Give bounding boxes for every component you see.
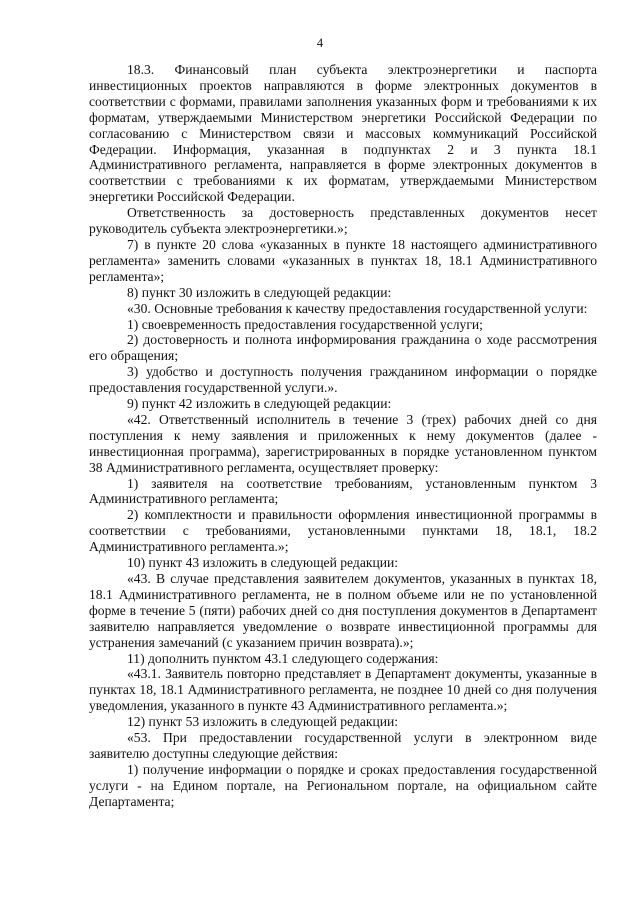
paragraph-responsibility: Ответственность за достоверность представленных документов несет руководитель субъекта электроэнергетики.»; (89, 205, 597, 237)
paragraph-53-sub-1: 1) получение информации о порядке и сроках предоставления государственной услуги - на Едином портале, на Региональном портале, на официальном сайте Департамента; (89, 761, 597, 809)
paragraph-42: «42. Ответственный исполнитель в течение 3 (трех) рабочих дней со дня поступления к нему заявления и приложенных к нему документов (далее - инвестиционная программа), зарегистрированных в порядке установленном пунктом 38 Административного регламента, осуществляет проверку: (89, 411, 597, 475)
paragraph-43-1: «43.1. Заявитель повторно представляет в Департамент документы, указанные в пунктах 18, 18.1 Административного регламента, не позднее 10 дней со дня получения уведомления, указанного в пункте 43 Административного регламента.»; (89, 666, 597, 714)
paragraph-item-8: 8) пункт 30 изложить в следующей редакции: (127, 284, 392, 300)
paragraph-53: «53. При предоставлении государственной услуги в электронном виде заявителю доступны следующие действия: (89, 730, 597, 761)
paragraph-item-9: 9) пункт 42 изложить в следующей редакции: (127, 396, 392, 412)
paragraph-42-sub-1: 1) заявителя на соответствие требованиям, установленным пунктом 3 Административного регламента; (89, 475, 597, 507)
paragraph-item-12: 12) пункт 53 изложить в следующей редакции: (127, 714, 399, 730)
paragraph-30-sub-3: 3) удобство и доступность получения гражданином информации о порядке предоставления государственной услуги.». (89, 364, 597, 396)
paragraph-43: «43. В случае представления заявителем документов, указанных в пунктах 18, 18.1 Административного регламента, не в полном объеме или не по установленной форме в течение 5 (пяти) рабочих дней со дня поступления документов в Департамент заявителю направляется уведомление о возврате инвестиционной программы для устранения замечаний (с указанием причин возврата).»; (89, 571, 597, 650)
paragraph-18-3: 18.3. Финансовый план субъекта электроэнергетики и паспорта инвестиционных проектов направляются в форме электронных документов в соответствии с формами, правилами заполнения указанных форм и требованиями к их форматам, утверждаемыми Министерством энергетики Российской Федерации по согласованию с Министерством связи и массовых коммуникаций Российской Федерации. Информация, указанная в подпунктах 2 и 3 пункта 18.1 Административного регламента, направляется в форме электронных документов в соответствии с требованиями к их форматам, утверждаемыми Министерством энергетики Российской Федерации. (89, 62, 597, 205)
paragraph-42-sub-2: 2) комплектности и правильности оформления инвестиционной программы в соответствии с требованиями, установленными пунктами 18, 18.1, 18.2 Административного регламента.»; (89, 507, 597, 555)
paragraph-30-sub-2: 2) достоверность и полнота информирования гражданина о ходе рассмотрения его обращения; (89, 332, 597, 364)
paragraph-30-sub-1: 1) своевременность предоставления государственной услуги; (127, 316, 483, 332)
paragraph-item-11: 11) дополнить пунктом 43.1 следующего содержания: (127, 650, 439, 666)
page-number: 4 (316, 36, 324, 50)
paragraph-item-7: 7) в пункте 20 слова «указанных в пункте 18 настоящего административного регламента» заменить словами «указанных в пунктах 18, 18.1 Административного регламента»; (89, 236, 597, 284)
document-body (89, 62, 597, 810)
paragraph-30: «30. Основные требования к качеству предоставления государственной услуги: (127, 300, 588, 316)
paragraph-item-10: 10) пункт 43 изложить в следующей редакции: (127, 555, 399, 571)
